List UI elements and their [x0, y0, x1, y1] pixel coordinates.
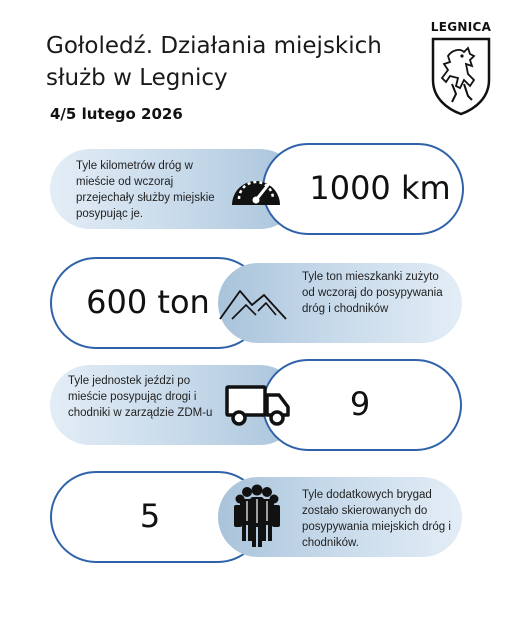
date-label: 4/5 lutego 2026: [50, 105, 183, 123]
truck-icon: [224, 383, 292, 427]
stat-row-kilometers: [0, 143, 512, 243]
stat-value: 600 ton: [86, 283, 210, 321]
crest-shield-icon: [430, 36, 492, 116]
stat-row-tons: [0, 257, 512, 357]
stat-description: Tyle jednostek jeździ po mieście posypując drogi i chodniki w zarządzie ZDM-u: [68, 375, 213, 419]
stat-value: 9: [349, 385, 371, 423]
stat-row-brigades: [0, 471, 512, 571]
stat-description: Tyle kilometrów dróg w mieście od wczoraj przejechały służby miejskie posypując je.: [76, 160, 215, 220]
stat-value: 5: [139, 497, 161, 535]
crest-label: LEGNICA: [430, 20, 492, 34]
stat-description: Tyle ton mieszkanki zużyto od wczoraj do posypywania dróg i chodników: [302, 271, 443, 315]
people-group-icon: [232, 483, 282, 551]
speedometer-icon: [228, 167, 284, 211]
stat-row-units: [0, 359, 512, 459]
mountains-icon: [218, 283, 288, 323]
page-title: Gołoledź. Działania miejskich służb w Legnicy: [46, 33, 382, 91]
city-crest: [426, 18, 496, 118]
stat-value: 1000 km: [309, 169, 451, 207]
stat-description: Tyle dodatkowych brygad zostało skierowanych do posypywania miejskich dróg i chodników.: [302, 489, 451, 549]
